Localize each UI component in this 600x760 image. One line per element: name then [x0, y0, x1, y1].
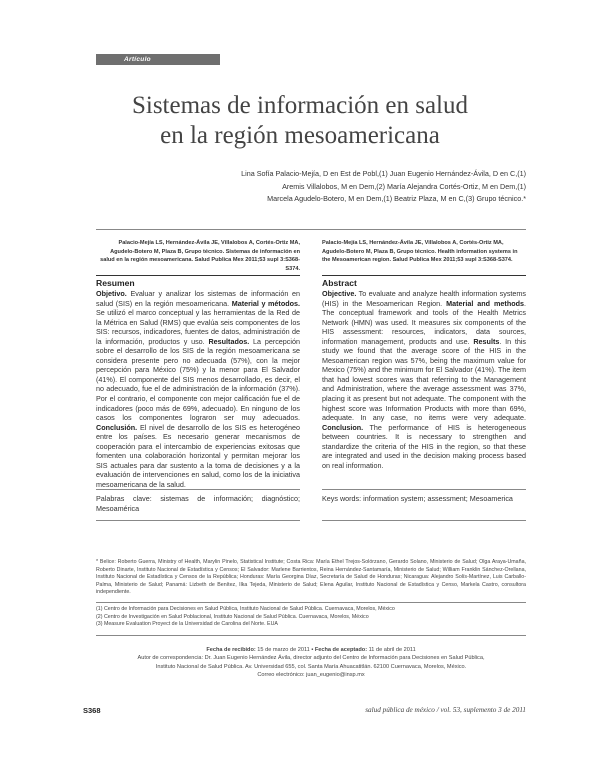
received-date: 15 de marzo de 2011 [255, 647, 310, 653]
correspondence-author: Autor de correspondencia: Dr. Juan Eugenio Hernández Ávila, director adjunto del Centro de Información para Decisiones en Salud Pública, [137, 655, 485, 662]
article-title-line-1: Sistemas de información en salud [131, 92, 469, 119]
author-line-1: Lina Sofía Palacio-Mejía, D en Est de Pobl,(1) Juan Eugenio Hernández-Ávila, D en C,(1) [241, 169, 526, 178]
resumen-bottom-rule [96, 520, 300, 521]
resumen-metodos-label: Material y métodos. [229, 298, 300, 308]
accepted-date: 11 de abril de 2011 [367, 647, 416, 653]
dates-rule [96, 635, 526, 636]
section-tag: Artículo [96, 54, 220, 65]
author-line-3: Marcela Agudelo-Botero, M en Dem,(1) Beatriz Plaza, M en C,(3) Grupo técnico.* [267, 194, 526, 203]
abstract-results-label: Results [469, 336, 500, 346]
dates-line [96, 646, 526, 654]
article-title-line-2: en la región mesoamericana [160, 122, 440, 149]
author-list [96, 168, 526, 206]
resumen-objetivo-text: Evaluar y analizar los sistemas de información en salud (SIS) en la región mesoamericana. [96, 289, 300, 308]
divider-top [96, 229, 526, 230]
abstract-body [322, 289, 526, 470]
resumen-resultados-label: Resultados. [204, 336, 250, 346]
page-number: S368 [83, 706, 101, 715]
abstract-bottom-rule [322, 520, 526, 521]
abstract-results-text: . In this study we found that the average score of the HIS in the Mesoamerican region was 57%, being the maximum value for Mexico (75%) and the minimum for El Salvador (41%). The item that had lowest scores was that referring to the Management and Administration, where the average assessment was 37%, placing it as present but not adequate. The component with the highest score was Information Products with more than 69%, adequate. In any case, no items were very adequate. [322, 336, 527, 423]
correspondence-email: Correo electrónico: juan_eugenio@insp.mx [257, 672, 365, 679]
resumen-conclusion-text: El nivel de desarrollo de los SIS es heterogéneo entre los países. Es necesario generar mecanismos de cooperación para el intercambio de experiencias exitosas que fomenten una colaboración horizontal y permitan mejorar los SIS actuales para dar sustento a la toma de decisiones y a la evaluación de intervenciones en salud, como los de la iniciativa mesoamericana de la salud. [96, 422, 300, 489]
resumen-body [96, 289, 300, 489]
resumen-resultados-text: La percepción sobre el desarrollo de los SIS de la región mesoamericana se considera presente pero no adecuada (57%), con la mejor percepción para México (75%) y la menor para El Salvador (41%). El componente del SIS menos desarrollado, es decir, el no adecuado, fue el de administración de la información (37%). Por el contrario, el componente con mejor calificación fue el de indicadores (poco más de 69%, adecuado). En ninguno de los casos los componentes lograron ser muy adecuados. [96, 336, 300, 423]
abstract-keywords-rule [322, 489, 526, 490]
affiliation-1: (1) Centro de Información para Decisiones en Salud Pública, Instituto Nacional de Salud Pública. Cuernavaca, Morelos, México [96, 606, 395, 612]
abstract-conclusion-label: Conclusion. [322, 422, 364, 432]
affiliation-3: (3) Measure Evaluation Proyect de la Universidad de Carolina del Norte. EUA [96, 621, 278, 628]
resumen-heading: Resumen [96, 278, 135, 288]
abstract-heading: Abstract [322, 278, 357, 288]
correspondence-block [96, 646, 526, 680]
journal-footer: salud pública de méxico / vol. 53, suplemento 3 de 2011 [365, 706, 526, 714]
affiliation-2: (2) Centro de Investigación en Salud Poblacional, Instituto Nacional de Salud Pública. Cuernavaca, Morelos, México [96, 613, 369, 620]
author-line-2: Aremis Villalobos, M en Dem,(2) María Alejandra Cortés-Ortiz, M en Dem,(1) [282, 181, 526, 191]
technical-group-footnote: * Belice: Roberto Guerra, Ministry of Health, Marylin Pinelo, Statistical Institute; Costa Rica: María Ethel Trejos-Solórzano, Gerardo Solano, Ministerio de Salud; Olga Araya-Umaña, Roberto Dinarte, Instituto Nacional de Estadística y Censos; El Salvador: Marlene Barrientos, Reina Hernández-Santamaría, Ministerio de Salud; William Franklin Sánchez-Orellana, Instituto Nacional de Estadística y Censos de la República; Honduras: María Georgina Díaz, Secretaría de Salud de Honduras; Nicaragua: Alejandro Solís-Martínez, Luis Carballo-Palma, Ministerio de Salud; Panamá: Lizbeth de Benítez, Ilka Tejeda, Ministerio de Salud; Elena Aguilar, Instituto Nacional de Estadística y Censo, Markela Castro, consultora independiente. [96, 559, 526, 596]
abstract-methods-text: . The conceptual framework and tools of the Health Metrics Network (HMN) was used. It measures six components of the HIS assessment: resources, indicators, data sources, information management, products and use. [322, 298, 526, 346]
resumen-keywords-rule [96, 489, 300, 490]
correspondence-address: Instituto Nacional de Salud Pública. Av. Universidad 655, col. Santa María Ahuacatitlán. 62100 Cuernavaca, Morelos, México. [155, 663, 467, 670]
resumen-objetivo-label: Objetivo. [96, 289, 127, 298]
abstract-methods-label: Material and methods [442, 298, 524, 308]
resumen-rule [96, 275, 300, 276]
abstract-objective-text: To evaluate and analyze health information systems (HIS) in the Mesoamerican Region. [322, 289, 526, 308]
affiliations-rule [96, 602, 526, 603]
citation-spanish: Palacio-Mejía LS, Hernández-Ávila JE, Villalobos A, Cortés-Ortiz MA, Agudelo-Botero M, Plaza B, Grupo técnico. Sistemas de información en salud en la región mesoamericana. Salud Publica Mex 2011;53 supl 3:S368-S374. [100, 240, 300, 272]
abstract-keywords: Keys words: information system; assessment; Mesoamerica [322, 494, 513, 503]
resumen-metodos-text: Se utilizó el marco conceptual y las herramientas de la Red de la Métrica en Salud (RMS) que evalúa seis componentes de los SIS: recursos, indicadores, fuentes de datos, administración de la información, productos y uso. [96, 308, 300, 346]
abstract-objective-label: Objective. [322, 289, 357, 298]
citation-english: Palacio-Mejía LS, Hernández-Ávila JE, Villalobos A, Cortés-Ortiz MA, Agudelo-Botero M, Plaza B, Grupo técnico. Health information systems in the Mesoamerican region. Salud Publica Mex 2011;53 supl 3:S368-S374. [322, 240, 518, 264]
resumen-conclusion-label: Conclusión. [96, 422, 138, 432]
affiliations [96, 606, 526, 629]
abstract-conclusion-text: The performance of HIS is heterogeneous between countries. It is necessary to strengthen and standardize the criteria of the HIS in the region, so that these are integrated and used in the decision making process based on real information. [322, 422, 526, 470]
resumen-keywords: Palabras clave: sistemas de información; diagnóstico; Mesoamérica [96, 494, 300, 513]
received-label: Fecha de recibido: [206, 647, 256, 653]
abstract-rule [322, 275, 526, 276]
accepted-label: • Fecha de aceptado: [309, 647, 368, 653]
